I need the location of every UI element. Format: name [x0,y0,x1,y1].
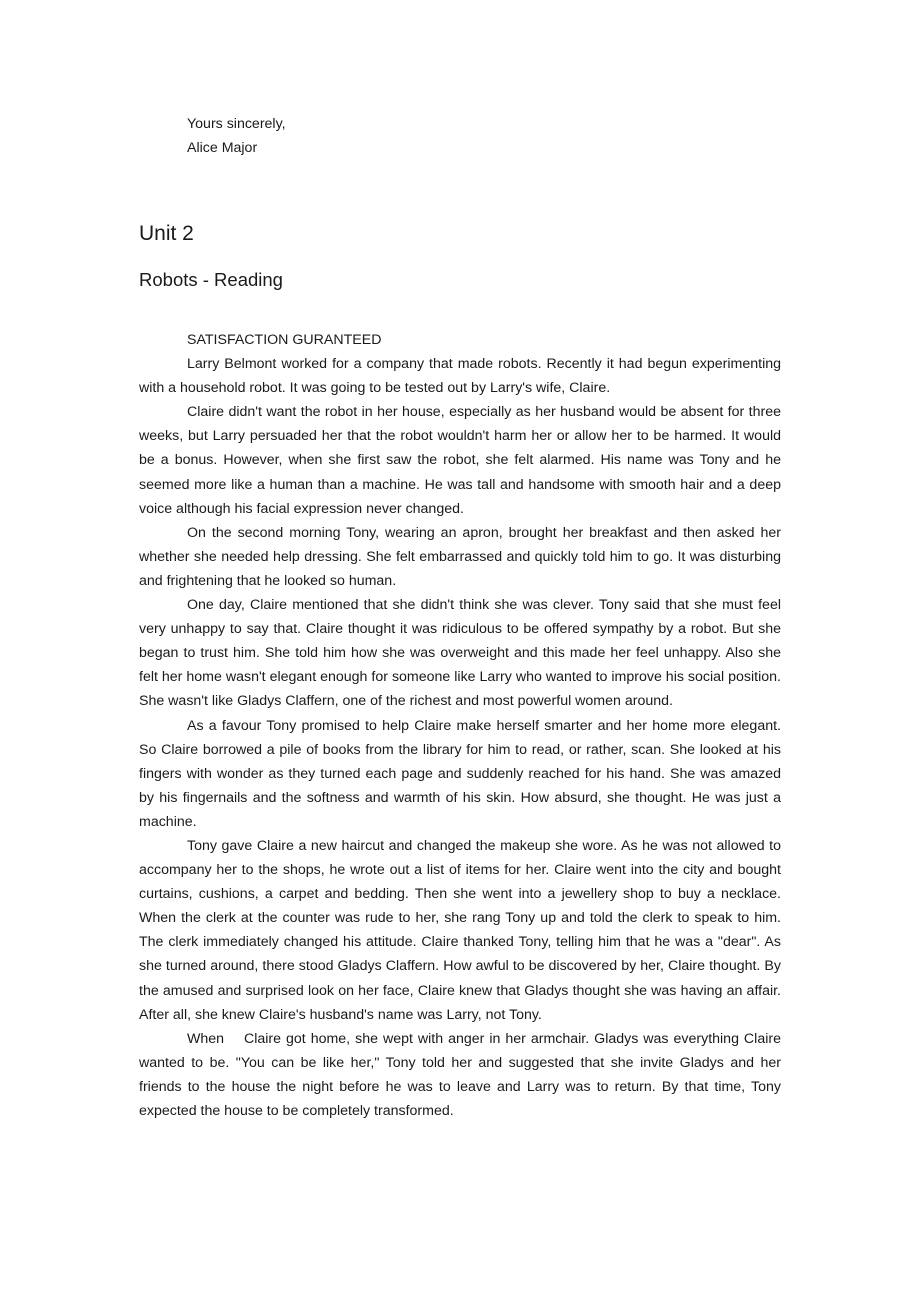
story-paragraph: On the second morning Tony, wearing an apron, brought her breakfast and then asked her whether she needed help dressing. She felt embarrassed and quickly told him to go. It was disturbing and frightening that he looked so human. [139,524,781,589]
document-page [139,112,785,1123]
story-paragraph: As a favour Tony promised to help Claire make herself smarter and her home more elegant. So Claire borrowed a pile of books from the library for him to read, or rather, scan. She looked at his fingers with wonder as they turned each page and suddenly reached for his hand. She was amazed by his fingernails and the softness and warmth of his skin. How absurd, she thought. He was just a machine. [139,717,781,830]
story-paragraph: One day, Claire mentioned that she didn't think she was clever. Tony said that she must feel very unhappy to say that. Claire thought it was ridiculous to be offered sympathy by a robot. But she began to trust him. She told him how she was overweight and this made her feel unhappy. Also she felt her home wasn't elegant enough for someone like Larry who wanted to improve his social position. She wasn't like Gladys Claffern, one of the richest and most powerful women around. [139,597,781,710]
story-body [139,328,785,1123]
section-heading: Robots - Reading [139,269,283,290]
story-paragraph: When Claire got home, she wept with anger in her armchair. Gladys was everything Claire wanted to be. "You can be like her," Tony told her and suggested that she invite Gladys and her friends to the house the night before he was to leave and Larry was to return. By that time, Tony expected the house to be completely transformed. [139,1030,785,1119]
closing-salutation: Yours sincerely, [187,116,286,132]
story-title: SATISFACTION GURANTEED [187,332,382,348]
story-paragraph: Claire didn't want the robot in her house, especially as her husband would be absent for three weeks, but Larry persuaded her that the robot wouldn't harm her or allow her to be harmed. It would be a bonus. However, when she first saw the robot, she felt alarmed. His name was Tony and he seemed more like a human than a machine. He was tall and handsome with smooth hair and a deep voice although his facial expression never changed. [139,404,781,517]
letter-closing [187,112,781,160]
closing-signature: Alice Major [187,140,258,156]
story-paragraph: Tony gave Claire a new haircut and changed the makeup she wore. As he was not allowed to accompany her to the shops, he wrote out a list of items for her. Claire went into the city and bought curtains, cushions, a carpet and bedding. Then she went into a jewellery shop to buy a necklace. When the clerk at the counter was rude to her, she rang Tony up and told the clerk to speak to him. The clerk immediately changed his attitude. Claire thanked Tony, telling him that he was a "dear". As she turned around, there stood Gladys Claffern. How awful to be discovered by her, Claire thought. By the amused and surprised look on her face, Claire knew that Gladys thought she was having an affair. After all, she knew Claire's husband's name was Larry, not Tony. [139,837,781,1023]
unit-heading: Unit 2 [139,222,194,245]
story-paragraph: Larry Belmont worked for a company that made robots. Recently it had begun experimenting with a household robot. It was going to be tested out by Larry's wife, Claire. [139,356,781,397]
